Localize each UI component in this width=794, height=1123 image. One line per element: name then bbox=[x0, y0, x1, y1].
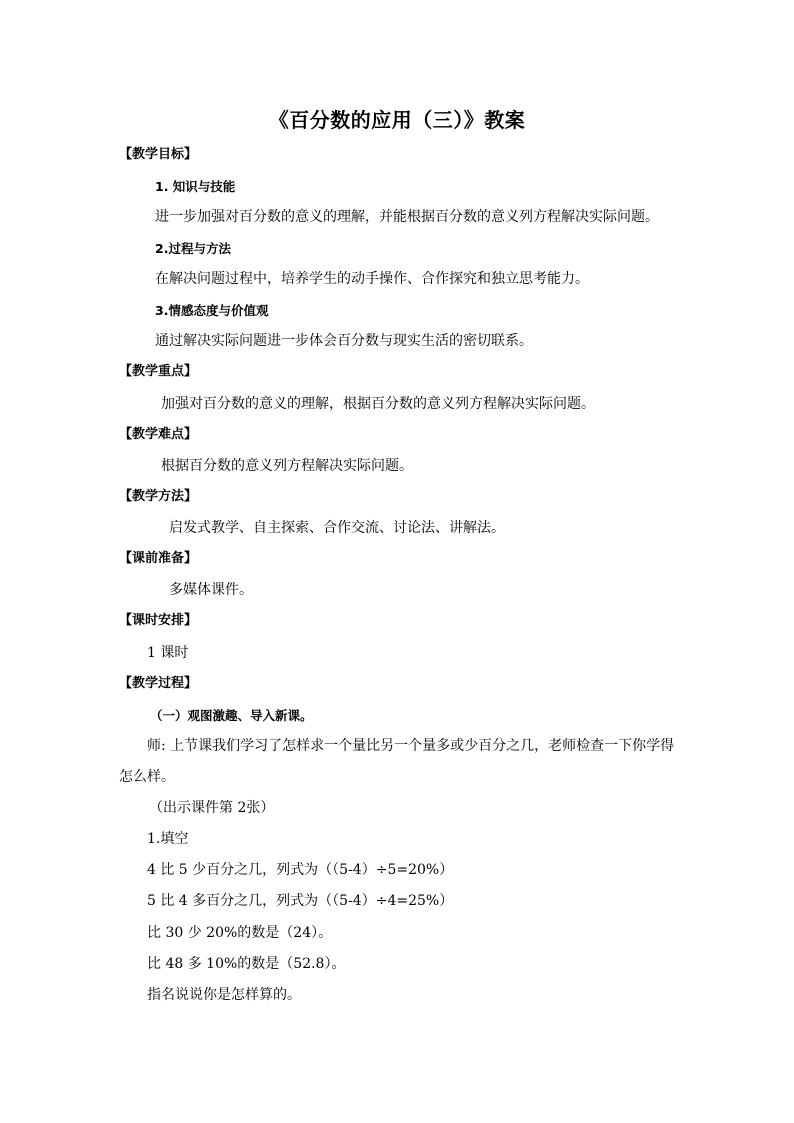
question-5: 指名说说你是怎样算的。 bbox=[147, 987, 301, 1003]
show-slide-note: （出示课件第 2张） bbox=[149, 800, 275, 816]
question-4: 比 48 多 10%的数是（52.8）。 bbox=[147, 956, 346, 972]
difficulties-text: 根据百分数的意义列方程解决实际问题。 bbox=[161, 458, 413, 474]
goal-subheading-attitude: 3.情感态度与价值观 bbox=[155, 303, 269, 318]
section-header-process: 【教学过程】 bbox=[119, 676, 198, 691]
section-header-preparation: 【课前准备】 bbox=[119, 551, 198, 566]
section-header-difficulties: 【教学难点】 bbox=[119, 427, 198, 442]
teacher-line-2: 怎么样。 bbox=[119, 769, 175, 785]
goal-subheading-knowledge: 1. 知识与技能 bbox=[155, 179, 236, 194]
question-2: 5 比 4 多百分之几，列式为（（5-4）÷4=25%） bbox=[147, 893, 454, 909]
document-title: 《百分数的应用（三）》教案 bbox=[268, 108, 526, 132]
section-header-key-points: 【教学重点】 bbox=[119, 364, 198, 379]
process-step-1: （一）观图激趣、导入新课。 bbox=[150, 708, 313, 723]
goal-text-attitude: 通过解决实际问题进一步体会百分数与现实生活的密切联系。 bbox=[155, 333, 533, 349]
key-points-text: 加强对百分数的意义的理解，根据百分数的意义列方程解决实际问题。 bbox=[161, 396, 595, 412]
section-header-schedule: 【课时安排】 bbox=[119, 613, 198, 628]
teacher-line-1: 师: 上节课我们学习了怎样求一个量比另一个量多或少百分之几，老师检查一下你学得 bbox=[147, 738, 675, 754]
question-1: 4 比 5 少百分之几，列式为（（5-4）÷5=20%） bbox=[147, 862, 454, 878]
methods-text: 启发式教学、自主探索、合作交流、讨论法、讲解法。 bbox=[169, 520, 505, 536]
preparation-text: 多媒体课件。 bbox=[169, 582, 253, 598]
goal-text-knowledge: 进一步加强对百分数的意义的理解，并能根据百分数的意义列方程解决实际问题。 bbox=[155, 209, 659, 225]
section-header-goals: 【教学目标】 bbox=[119, 147, 198, 162]
question-3: 比 30 少 20%的数是（24）。 bbox=[147, 925, 333, 941]
schedule-text: 1 课时 bbox=[147, 645, 189, 661]
section-header-methods: 【教学方法】 bbox=[119, 489, 198, 504]
goal-text-process: 在解决问题过程中，培养学生的动手操作、合作探究和独立思考能力。 bbox=[155, 271, 589, 287]
goal-subheading-process: 2.过程与方法 bbox=[155, 241, 231, 256]
fill-blank-heading: 1.填空 bbox=[147, 831, 189, 847]
